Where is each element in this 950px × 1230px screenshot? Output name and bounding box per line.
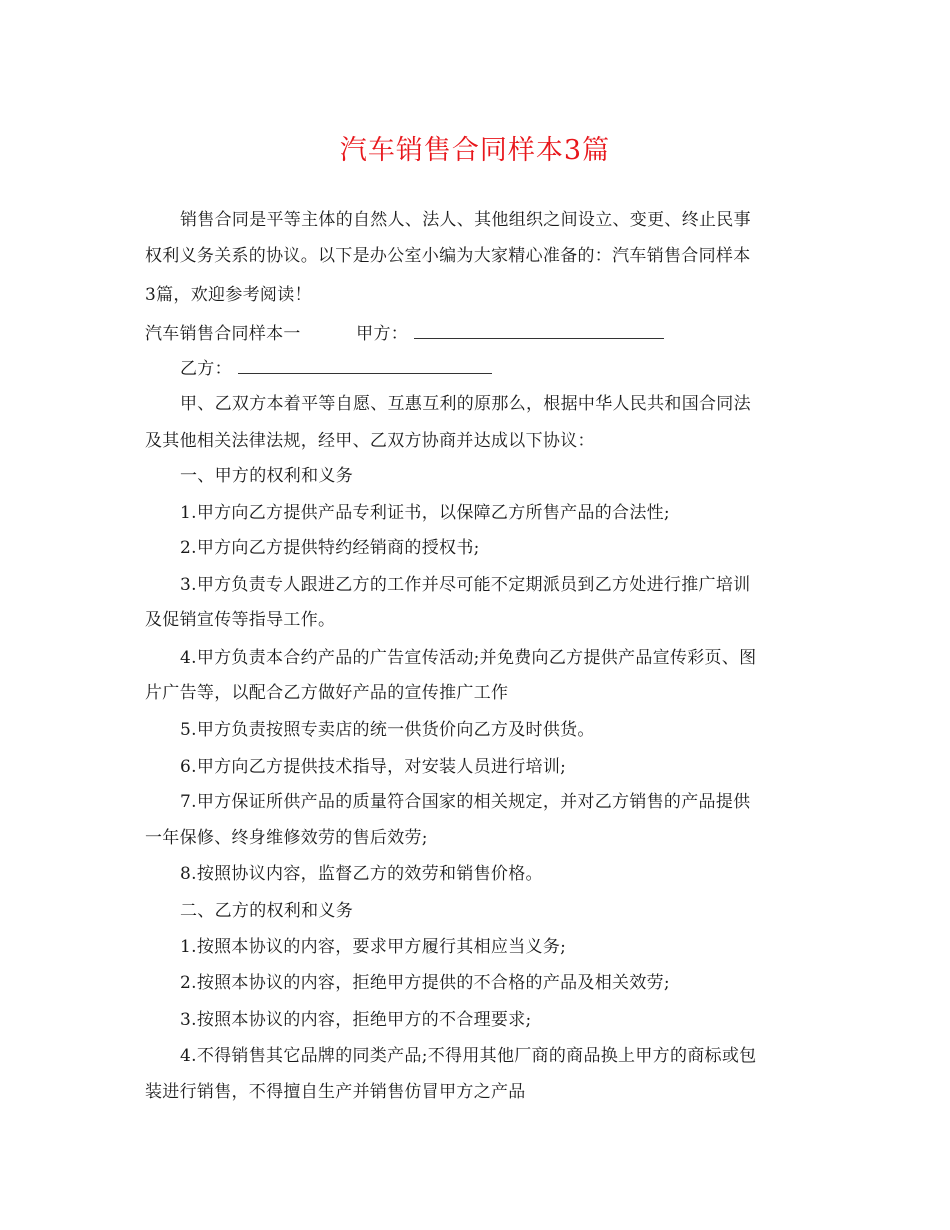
- party-b-label: 乙方：: [180, 359, 232, 379]
- party-b-blank: [238, 355, 492, 374]
- document-title: 汽车销售合同样本3篇: [339, 135, 611, 166]
- section1-item: 1.甲方向乙方提供产品专利证书，以保障乙方所售产品的合法性;: [180, 503, 670, 523]
- party-b-row: [180, 355, 850, 381]
- section1-item: 4.甲方负责本合约产品的广告宣传活动;并免费向乙方提供产品宣传彩页、图: [180, 648, 757, 668]
- section1-item: 5.甲方负责按照专卖店的统一供货价向乙方及时供货。: [180, 720, 595, 740]
- party-a-blank: [414, 320, 664, 339]
- section1-item: 一年保修、终身维修效劳的售后效劳;: [145, 828, 428, 848]
- intro-line-2: 权利义务关系的协议。以下是办公室小编为大家精心准备的：汽车销售合同样本: [145, 246, 751, 266]
- section1-item: 2.甲方向乙方提供特约经销商的授权书;: [180, 538, 480, 558]
- section1-heading: 一、甲方的权利和义务: [180, 466, 353, 486]
- section1-item: 片广告等，以配合乙方做好产品的宣传推广工作: [145, 683, 509, 703]
- preamble-line-1: 甲、乙双方本着平等自愿、互惠互利的原那么，根据中华人民共和国合同法: [180, 394, 751, 414]
- section2-item: 1.按照本协议的内容，要求甲方履行其相应当义务;: [180, 937, 567, 957]
- section1-item: 8.按照协议内容，监督乙方的效劳和销售价格。: [180, 864, 543, 884]
- section2-item: 3.按照本协议的内容，拒绝甲方的不合理要求;: [180, 1010, 532, 1030]
- sample-heading: 汽车销售合同样本一: [145, 324, 301, 344]
- section2-item: 装进行销售，不得擅自生产并销售仿冒甲方之产品: [145, 1082, 526, 1102]
- preamble-line-2: 及其他相关法律法规，经甲、乙双方协商并达成以下协议：: [145, 431, 595, 451]
- section1-item: 7.甲方保证所供产品的质量符合国家的相关规定，并对乙方销售的产品提供: [180, 792, 751, 812]
- party-a-label: 甲方：: [356, 324, 409, 344]
- intro-line-3: 3篇，欢迎参考阅读！: [145, 285, 312, 305]
- section2-item: 4.不得销售其它品牌的同类产品;不得用其他厂商的商品换上甲方的商标或包: [180, 1046, 757, 1066]
- section1-item: 6.甲方向乙方提供技术指导，对安装人员进行培训;: [180, 757, 567, 777]
- section1-item: 3.甲方负责专人跟进乙方的工作并尽可能不定期派员到乙方处进行推广培训: [180, 575, 751, 595]
- sample-heading-row: [145, 320, 815, 346]
- section2-heading: 二、乙方的权利和义务: [180, 901, 353, 921]
- intro-line-1: 销售合同是平等主体的自然人、法人、其他组织之间设立、变更、终止民事: [180, 210, 751, 230]
- section1-item: 及促销宣传等指导工作。: [145, 610, 336, 630]
- section2-item: 2.按照本协议的内容，拒绝甲方提供的不合格的产品及相关效劳;: [180, 973, 670, 993]
